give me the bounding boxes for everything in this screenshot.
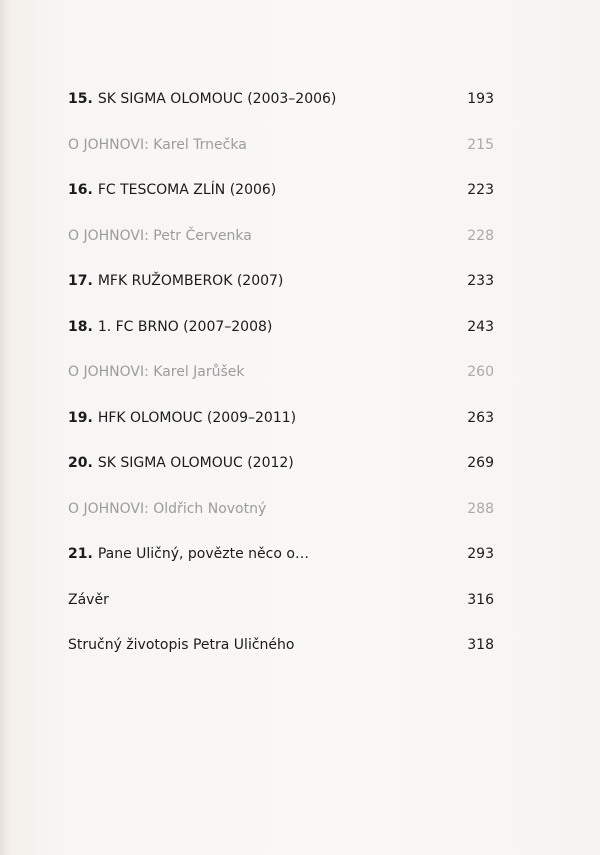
toc-entry-chapter-16 xyxy=(68,179,498,225)
toc-entry-chapter-15 xyxy=(68,88,498,134)
toc-entry-johnovi-novotny xyxy=(68,498,498,544)
toc-page-number: 193 xyxy=(467,91,494,107)
toc-entry-title xyxy=(68,543,309,565)
toc-page-number: 263 xyxy=(467,409,494,426)
toc-entry-chapter-20 xyxy=(68,452,498,498)
toc-page-number: 316 xyxy=(467,591,494,608)
toc-chapter-number: 18. xyxy=(68,318,93,335)
toc-page-number: 228 xyxy=(467,227,494,244)
toc-entry-title: O JOHNOVI: Oldřich Novotný xyxy=(68,500,267,517)
toc-chapter-number: 16. xyxy=(68,182,93,198)
toc-chapter-number: 15. xyxy=(68,91,93,107)
toc-chapter-number: 20. xyxy=(68,455,93,471)
toc-chapter-title: Pane Uličný, povězte něco o… xyxy=(97,546,309,562)
toc-page-number: 215 xyxy=(467,136,494,153)
toc-entry-chapter-17 xyxy=(68,270,498,316)
toc-entry-zaver xyxy=(68,589,498,635)
toc-entry-title: O JOHNOVI: Petr Červenka xyxy=(68,227,252,244)
table-of-contents xyxy=(68,88,498,680)
toc-entry-chapter-19 xyxy=(68,407,498,453)
toc-page-number: 260 xyxy=(467,364,494,380)
toc-entry-zivotopis xyxy=(68,634,498,680)
toc-chapter-title: FC TESCOMA ZLÍN (2006) xyxy=(97,182,277,198)
toc-entry-title xyxy=(68,407,296,429)
toc-page-number: 269 xyxy=(467,455,494,471)
toc-page-number: 243 xyxy=(467,318,494,335)
toc-page-number: 288 xyxy=(467,500,494,517)
toc-entry-chapter-18 xyxy=(68,316,498,362)
toc-entry-title xyxy=(68,452,294,474)
toc-entry-title xyxy=(68,179,276,201)
toc-page-number: 223 xyxy=(467,182,494,198)
toc-chapter-number: 21. xyxy=(68,546,93,562)
toc-entry-title: O JOHNOVI: Karel Jarůšek xyxy=(68,364,245,380)
toc-entry-johnovi-cervenka xyxy=(68,225,498,271)
toc-chapter-title: SK SIGMA OLOMOUC (2003–2006) xyxy=(97,91,337,107)
toc-entry-johnovi-trnecka xyxy=(68,134,498,180)
toc-chapter-title: MFK RUŽOMBEROK (2007) xyxy=(97,273,284,289)
toc-entry-title xyxy=(68,270,283,292)
toc-chapter-number: 17. xyxy=(68,273,93,289)
toc-entry-title xyxy=(68,316,272,338)
toc-entry-title: O JOHNOVI: Karel Trnečka xyxy=(68,136,247,153)
toc-entry-chapter-21 xyxy=(68,543,498,589)
toc-chapter-title: HFK OLOMOUC (2009–2011) xyxy=(97,409,297,426)
toc-page-number: 293 xyxy=(467,546,494,562)
toc-entry-title: Stručný životopis Petra Uličného xyxy=(68,637,295,653)
toc-page-number: 233 xyxy=(467,273,494,289)
toc-chapter-title: SK SIGMA OLOMOUC (2012) xyxy=(97,455,294,471)
toc-page-number: 318 xyxy=(467,637,494,653)
toc-chapter-number: 19. xyxy=(68,409,93,426)
toc-entry-title xyxy=(68,88,336,110)
toc-chapter-title: 1. FC BRNO (2007–2008) xyxy=(97,318,273,335)
toc-entry-title: Závěr xyxy=(68,591,109,608)
toc-entry-johnovi-jarusek xyxy=(68,361,498,407)
